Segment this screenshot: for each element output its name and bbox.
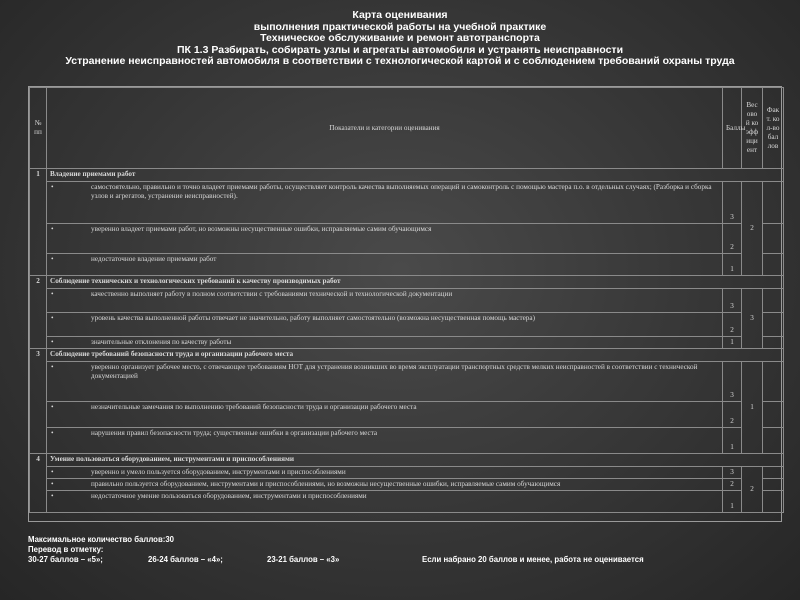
- table-row: [30, 224, 784, 254]
- criterion-text: • правильно пользуется оборудованием, инструментами и приспособлениями, но возможны несущественные ошибки, исправляемые самим обучающимся: [47, 479, 723, 491]
- grade-scale: [28, 555, 788, 565]
- criterion-text: • незначительные замечания по выполнению требований безопасности труда и организации рабочего места: [47, 402, 723, 428]
- fact-score-cell[interactable]: [763, 428, 784, 454]
- bullet-icon: •: [51, 492, 54, 500]
- criterion-text: • уверенно владеет приемами работ, но возможны несущественные ошибки, исправляемые самим обучающимся: [47, 224, 723, 254]
- section-number: 1: [30, 169, 47, 276]
- section-row: [30, 169, 784, 182]
- col-header-fact: Факт. кол-во баллов: [763, 88, 784, 169]
- table-row: [30, 467, 784, 479]
- table-row: [30, 479, 784, 491]
- score-cell: 1: [723, 491, 742, 513]
- col-header-criteria: Показатели и категории оценивания: [47, 88, 723, 169]
- criterion-text: • нарушения правил безопасности труда; существенные ошибки в организации рабочего места: [47, 428, 723, 454]
- criterion-text: • самостоятельно, правильно и точно владеет приемами работы, осуществляет контроль качества выполняемых операций и самоконтроль с помощью мастера п.о. в отдельных случаях; (Разборка и сборка узлов и агрегатов, устранение неисправностей).: [47, 182, 723, 224]
- bullet-icon: •: [51, 363, 54, 371]
- section-number: 3: [30, 349, 47, 454]
- bullet-icon: •: [51, 429, 54, 437]
- bullet-icon: •: [51, 255, 54, 263]
- section-title: Соблюдение технических и технологических требований к качеству производимых работ: [47, 276, 784, 289]
- header-line-practice: выполнения практической работы на учебной практике: [253, 20, 547, 33]
- section-title: Соблюдение требований безопасности труда и организации рабочего места: [47, 349, 784, 362]
- fail-note-text: Если набрано 20 баллов и менее, работа не оценивается: [422, 555, 644, 564]
- bullet-icon: •: [51, 183, 54, 191]
- fact-score-cell[interactable]: [763, 402, 784, 428]
- grade-3-text: 23-21 баллов – «3»: [267, 555, 340, 564]
- section-title: Владение приемами работ: [47, 169, 784, 182]
- fact-score-cell[interactable]: [763, 337, 784, 349]
- weight-cell: 2: [742, 182, 763, 276]
- score-cell: 2: [723, 313, 742, 337]
- table-row: [30, 428, 784, 454]
- fact-score-cell[interactable]: [763, 313, 784, 337]
- score-cell: 1: [723, 337, 742, 349]
- section-row: [30, 454, 784, 467]
- score-cell: 3: [723, 362, 742, 402]
- fact-score-cell[interactable]: [763, 491, 784, 513]
- criterion-text: • значительные отклонения по качеству работы: [47, 337, 723, 349]
- bullet-icon: •: [51, 403, 54, 411]
- weight-cell: 1: [742, 362, 763, 454]
- header-line-task: Устранение неисправностей автомобиля в соответствии с технологической картой и с соблюдением требований охраны труда: [65, 55, 735, 67]
- table-row: [30, 402, 784, 428]
- weight-cell: 2: [742, 467, 763, 513]
- score-cell: 3: [723, 467, 742, 479]
- fact-score-cell[interactable]: [763, 254, 784, 276]
- col-header-num: № пп: [30, 88, 47, 169]
- fact-score-cell[interactable]: [763, 479, 784, 491]
- table-header-row: [30, 88, 784, 169]
- fact-score-cell[interactable]: [763, 289, 784, 313]
- table-row: [30, 313, 784, 337]
- col-header-score: Баллы: [723, 88, 742, 169]
- criterion-text: • недостаточное владение приемами работ: [47, 254, 723, 276]
- section-row: [30, 276, 784, 289]
- bullet-icon: •: [51, 225, 54, 233]
- criterion-text: • недостаточное умение пользоваться оборудованием, инструментами и приспособлениями: [47, 491, 723, 513]
- conversion-title: Перевод в отметку:: [28, 545, 104, 554]
- criterion-text: • уровень качества выполненной работы отвечает не значительно, работу выполняет самостоятельно (возможна несущественная помощь мастера): [47, 313, 723, 337]
- bullet-icon: •: [51, 338, 54, 346]
- criterion-text: • уверенно и умело пользуется оборудованием, инструментами и приспособлениями: [47, 467, 723, 479]
- max-score-text: Максимальное количество баллов:30: [28, 535, 175, 544]
- table-row: [30, 362, 784, 402]
- header-line-competency: ПК 1.3 Разбирать, собирать узлы и агрегаты автомобиля и устранять неисправности: [176, 43, 624, 56]
- table-row: [30, 491, 784, 513]
- criterion-text: • уверенно организует рабочее место, с отвечающее требованиям НОТ для устранения возникших во время эксплуатации транспортных средств мелких неисправностей в соответствии с технической документацией: [47, 362, 723, 402]
- bullet-icon: •: [51, 314, 54, 322]
- score-cell: 1: [723, 254, 742, 276]
- col-header-weight: Весовой коэффициент: [742, 88, 763, 169]
- score-cell: 3: [723, 289, 742, 313]
- table-row: [30, 254, 784, 276]
- fact-score-cell[interactable]: [763, 467, 784, 479]
- weight-cell: 3: [742, 289, 763, 349]
- fact-score-cell[interactable]: [763, 182, 784, 224]
- section-number: 2: [30, 276, 47, 349]
- criterion-text: • качественно выполняет работу в полном соответствии с требованиями технической и технологической документации: [47, 289, 723, 313]
- section-row: [30, 349, 784, 362]
- table-row: [30, 182, 784, 224]
- page-header: [0, 10, 800, 68]
- page-title: Карта оценивания: [352, 9, 448, 21]
- bullet-icon: •: [51, 480, 54, 488]
- evaluation-table: [28, 86, 782, 522]
- section-number: 4: [30, 454, 47, 513]
- score-cell: 2: [723, 479, 742, 491]
- section-title: Умение пользоваться оборудованием, инструментами и приспособлениями: [47, 454, 784, 467]
- score-cell: 2: [723, 224, 742, 254]
- grade-5-text: 30-27 баллов – «5»;: [28, 555, 103, 564]
- fact-score-cell[interactable]: [763, 362, 784, 402]
- table-row: [30, 337, 784, 349]
- score-cell: 3: [723, 182, 742, 224]
- score-cell: 1: [723, 428, 742, 454]
- page-footer: [28, 535, 788, 565]
- fact-score-cell[interactable]: [763, 224, 784, 254]
- bullet-icon: •: [51, 290, 54, 298]
- grade-4-text: 26-24 баллов – «4»;: [148, 555, 223, 564]
- table-row: [30, 289, 784, 313]
- bullet-icon: •: [51, 468, 54, 476]
- header-line-subject: Техническое обслуживание и ремонт автотранспорта: [260, 32, 540, 44]
- score-cell: 2: [723, 402, 742, 428]
